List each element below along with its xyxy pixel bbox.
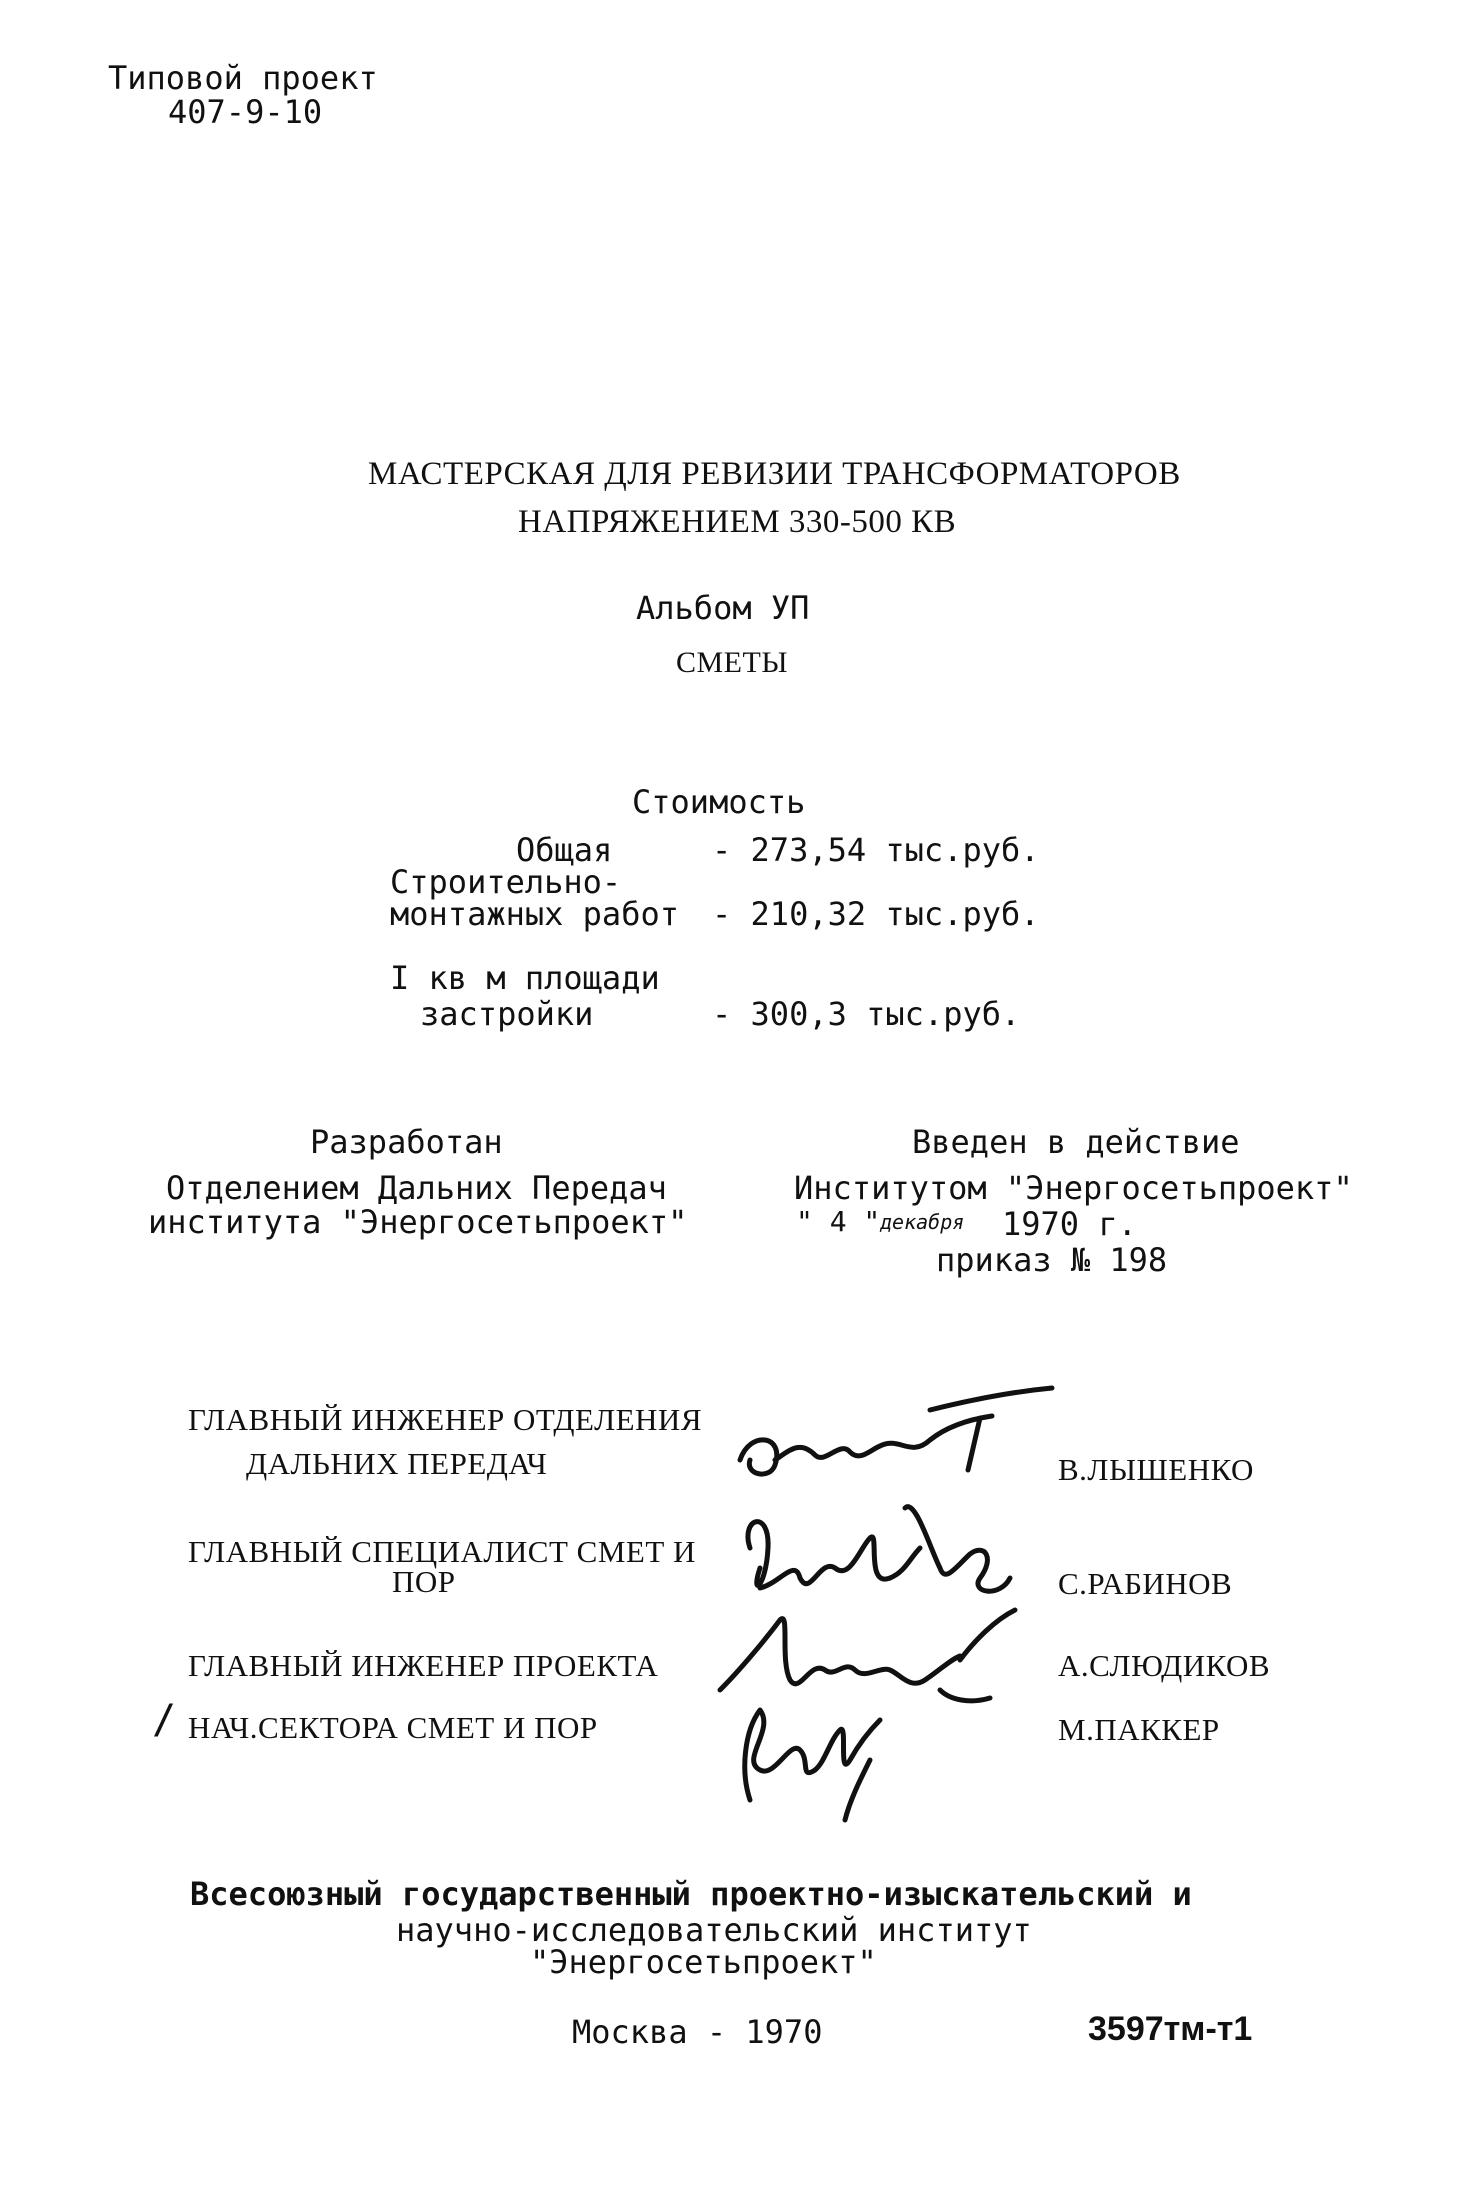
cost-heading: Стоимость <box>632 783 806 821</box>
developed-line1: Отделением Дальних Передач <box>166 1169 667 1207</box>
introduced-date-month: декабря <box>880 1210 965 1234</box>
introduced-heading: Введен в действие <box>912 1123 1240 1161</box>
introduced-order: приказ № 198 <box>936 1241 1168 1279</box>
cost-area-label-2: застройки <box>420 995 594 1033</box>
cost-area-value: - 300,3 тыс.руб. <box>712 995 1021 1033</box>
title-line2: НАПРЯЖЕНИЕМ 330-500 КВ <box>518 504 957 540</box>
footer-institute-line3: "Энергосетьпроект" <box>530 1943 877 1981</box>
signature-4-image <box>720 1690 900 1830</box>
cost-construction-value: - 210,32 тыс.руб. <box>712 895 1040 933</box>
signatory-3-title: ГЛАВНЫЙ ИНЖЕНЕР ПРОЕКТА <box>188 1648 659 1683</box>
subtitle: СМЕТЫ <box>676 646 788 679</box>
album-label: Альбом УП <box>636 589 810 627</box>
title-line1: МАСТЕРСКАЯ ДЛЯ РЕВИЗИИ ТРАНСФОРМАТОРОВ <box>368 456 1181 492</box>
project-number: 407-9-10 <box>168 93 323 131</box>
signature-2-image <box>740 1488 1020 1618</box>
project-type-label: Типовой проект <box>108 59 378 97</box>
developed-line2: института "Энергосетьпроект" <box>148 1203 688 1241</box>
signatory-4-title: НАЧ.СЕКТОРА СМЕТ И ПОР <box>188 1710 598 1745</box>
signatory-4-name: М.ПАККЕР <box>1058 1712 1220 1747</box>
slash-mark: / <box>152 1697 177 1743</box>
signatory-1-title-line2: ДАЛЬНИХ ПЕРЕДАЧ <box>246 1446 548 1481</box>
signatory-2-name: С.РАБИНОВ <box>1058 1566 1233 1601</box>
signatory-1-title-line1: ГЛАВНЫЙ ИНЖЕНЕР ОТДЕЛЕНИЯ <box>188 1402 702 1437</box>
signatory-1-name: В.ЛЫШЕНКО <box>1058 1452 1254 1487</box>
signatory-3-name: А.СЛЮДИКОВ <box>1058 1648 1271 1683</box>
footer-institute-line2: научно-исследовательский институт <box>396 1911 1032 1949</box>
signatory-2-title-line1: ГЛАВНЫЙ СПЕЦИАЛИСТ СМЕТ И <box>188 1534 696 1569</box>
footer-institute-line1: Всесоюзный государственный проектно-изыскательский и <box>190 1875 1192 1913</box>
introduced-date-year: 1970 г. <box>1002 1205 1137 1243</box>
cost-area-label-1: I кв м площади <box>390 959 660 997</box>
introduced-date-day: " 4 " <box>796 1205 881 1238</box>
cost-construction-label-2: монтажных работ <box>390 895 679 933</box>
signature-1-image <box>730 1380 1060 1490</box>
cost-total-label: Общая <box>516 831 613 869</box>
footer-city-year: Москва - 1970 <box>572 2013 823 2051</box>
introduced-line1: Институтом "Энергосетьпроект" <box>794 1169 1353 1207</box>
archive-code: 3597тм-т1 <box>1088 2010 1253 2048</box>
developed-heading: Разработан <box>310 1123 503 1161</box>
cost-total-value: - 273,54 тыс.руб. <box>712 831 1040 869</box>
signatory-2-title-line2: ПОР <box>392 1564 456 1599</box>
cost-construction-label-1: Строительно- <box>390 863 622 901</box>
